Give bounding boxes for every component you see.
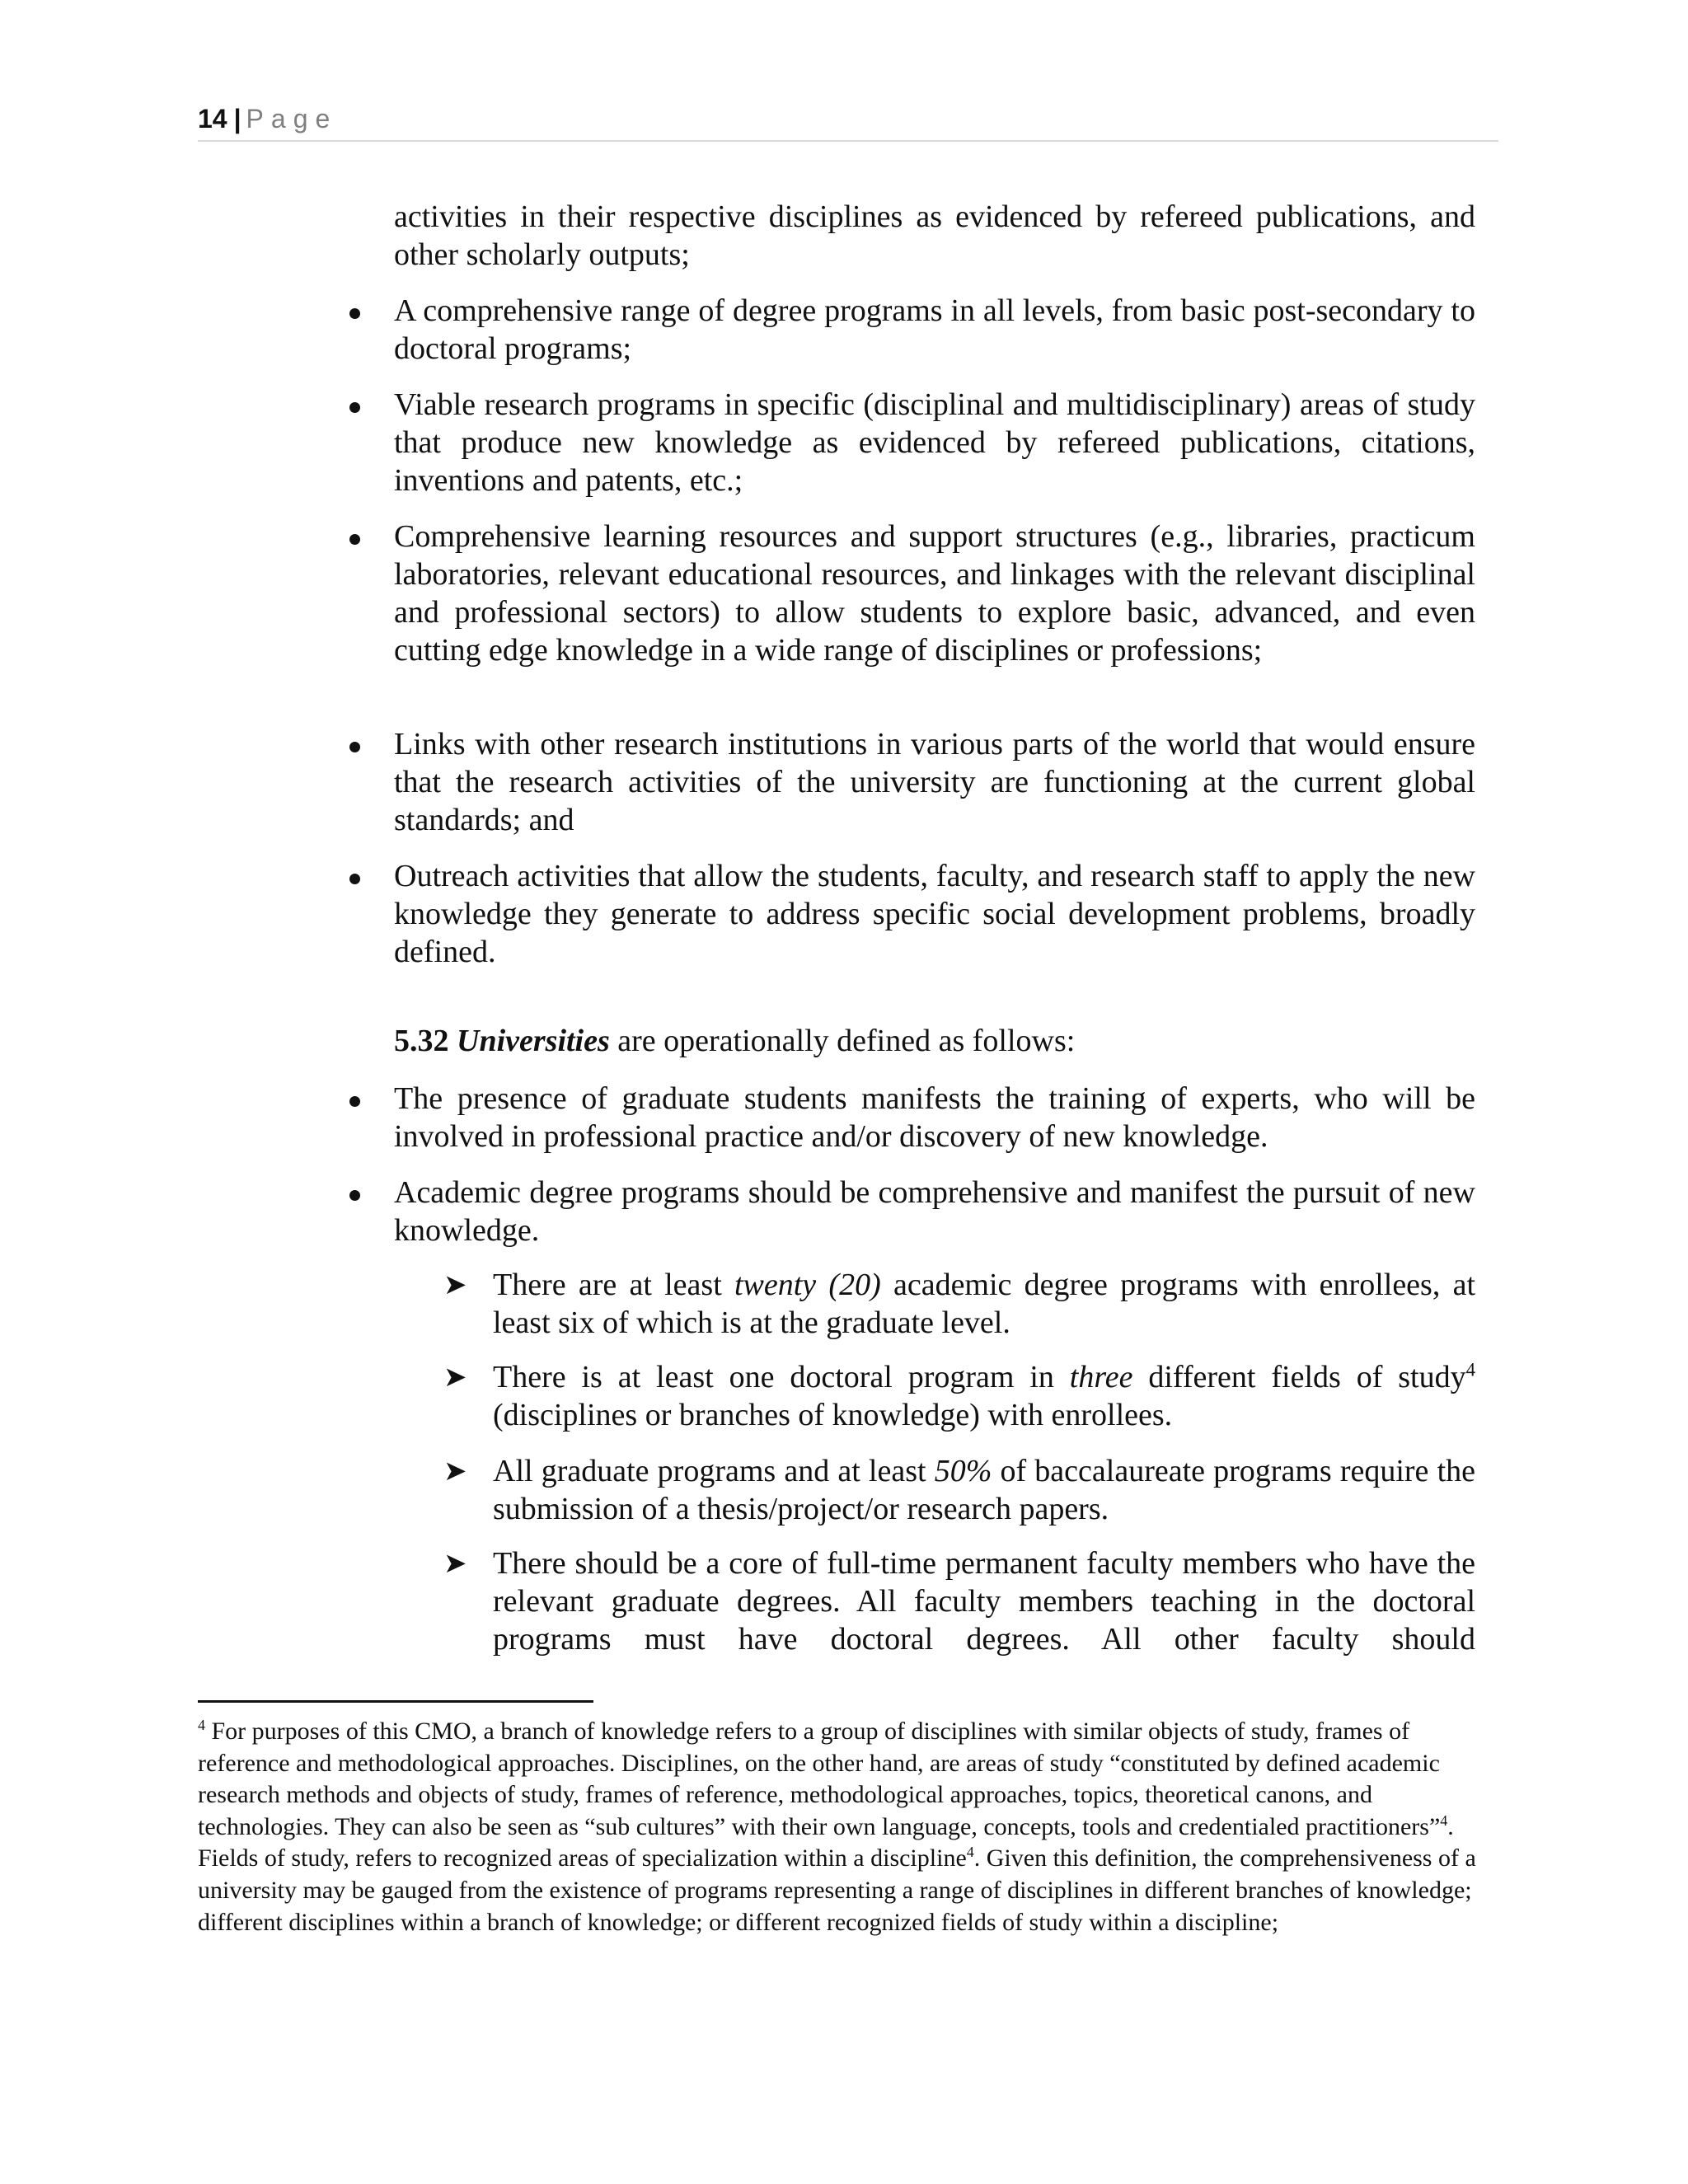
sub-text: different fields of study bbox=[1132, 1360, 1466, 1394]
footnote-marker: 4 bbox=[198, 1717, 205, 1733]
arrow-bullet-icon: ➤ bbox=[443, 1547, 467, 1580]
footnote-reference[interactable]: 4 bbox=[1465, 1359, 1475, 1380]
sub-text: All graduate programs and at least bbox=[493, 1454, 935, 1488]
emphasis: twenty (20) bbox=[734, 1268, 881, 1302]
arrow-bullet-icon: ➤ bbox=[443, 1455, 467, 1488]
bullet-dot bbox=[349, 1190, 360, 1201]
list-item: A comprehensive range of degree programs in all levels, from basic post-secondary to doctoral programs; bbox=[394, 293, 1475, 366]
footnote bbox=[198, 1716, 1484, 1938]
continuation-paragraph: activities in their respective disciplines as evidenced by refereed publications, and other scholarly outputs; bbox=[394, 199, 1475, 272]
section-term: Universities bbox=[457, 1024, 610, 1058]
sub-text: academic degree programs with enrollees, at least six of which is at the graduate level. bbox=[493, 1268, 1475, 1340]
list-item: Viable research programs in specific (disciplinal and multidisciplinary) areas of study that produce new knowledge as evidenced by refereed publications, citations, inventions and patents, etc.; bbox=[394, 387, 1475, 498]
bullet-dot bbox=[349, 1096, 360, 1107]
page-header bbox=[198, 101, 1498, 142]
sub-list-item bbox=[493, 1266, 1475, 1342]
footnote-text: For purposes of this CMO, a branch of knowledge refers to a group of disciplines with similar objects of study, frames of reference and methodological approaches. Disciplines, on the other hand, are areas of study “constituted by defined academic research methods and objects of study, frames of reference, methodological approaches, topics, theoretical canons, and technologies. They can also be seen as “sub cultures” with their own language, concepts, tools and credentialed practitioners” bbox=[198, 1718, 1441, 1840]
sub-list-item bbox=[493, 1358, 1475, 1434]
list-item: Outreach activities that allow the students, faculty, and research staff to apply the new knowledge they generate to address specific social development problems, broadly defined. bbox=[394, 859, 1475, 969]
sub-text: of baccalaureate programs require the submission of a thesis/project/or research papers. bbox=[493, 1454, 1475, 1526]
page-label: Page bbox=[246, 104, 338, 134]
arrow-bullet-icon: ➤ bbox=[443, 1268, 467, 1301]
footnote-separator bbox=[198, 1700, 593, 1703]
arrow-bullet-icon: ➤ bbox=[443, 1361, 467, 1394]
sub-text: There are at least bbox=[493, 1268, 734, 1302]
bullet-dot bbox=[349, 874, 360, 884]
bullet-dot bbox=[349, 534, 360, 545]
list-item: The presence of graduate students manifests the training of experts, who will be involved in professional practice and/or discovery of new knowledge. bbox=[394, 1081, 1475, 1154]
list-item: Academic degree programs should be comprehensive and manifest the pursuit of new knowledge. bbox=[394, 1175, 1475, 1248]
header-separator: | bbox=[233, 104, 241, 134]
section-heading-rest: are operationally defined as follows: bbox=[609, 1024, 1076, 1058]
footnote-text: . Given this definition, the comprehensiveness of a university may be gauged from the existence of programs representing a range of disciplines in different branches of knowledge; different disciplines within a branch of knowledge; or different recognized fields of study within a discipline; bbox=[198, 1844, 1476, 1936]
footnote-reference: 4 bbox=[966, 1844, 974, 1861]
page-number: 14 bbox=[198, 104, 227, 134]
sub-list-item bbox=[493, 1452, 1475, 1528]
section-number: 5.32 bbox=[394, 1024, 449, 1058]
list-item: Links with other research institutions in various parts of the world that would ensure that the research activities of the university are functioning at the current global standards; and bbox=[394, 727, 1475, 837]
bullet-dot bbox=[349, 308, 360, 319]
sub-text: There is at least one doctoral program in bbox=[493, 1360, 1070, 1394]
emphasis: 50% bbox=[934, 1454, 992, 1488]
emphasis: three bbox=[1069, 1360, 1133, 1394]
sub-list-item: There should be a core of full-time permanent faculty members who have the relevant graduate degrees. All faculty members teaching in the doctoral programs must have doctoral degrees. All other faculty should bbox=[493, 1546, 1475, 1657]
footnote-reference: 4 bbox=[1440, 1811, 1448, 1829]
bullet-dot bbox=[349, 742, 360, 752]
list-item: Comprehensive learning resources and support structures (e.g., libraries, practicum laboratories, relevant educational resources, and linkages with the relevant disciplinal and professional sectors) to allow students to explore basic, advanced, and even cutting edge knowledge in a wide range of disciplines or professions; bbox=[394, 519, 1475, 668]
bullet-dot bbox=[349, 402, 360, 413]
sub-text: (disciplines or branches of knowledge) with enrollees. bbox=[493, 1398, 1173, 1432]
section-heading bbox=[394, 1022, 1475, 1060]
footnote-text: . Fields of study, refers to recognized areas of specialization within a discipline bbox=[198, 1812, 1454, 1872]
